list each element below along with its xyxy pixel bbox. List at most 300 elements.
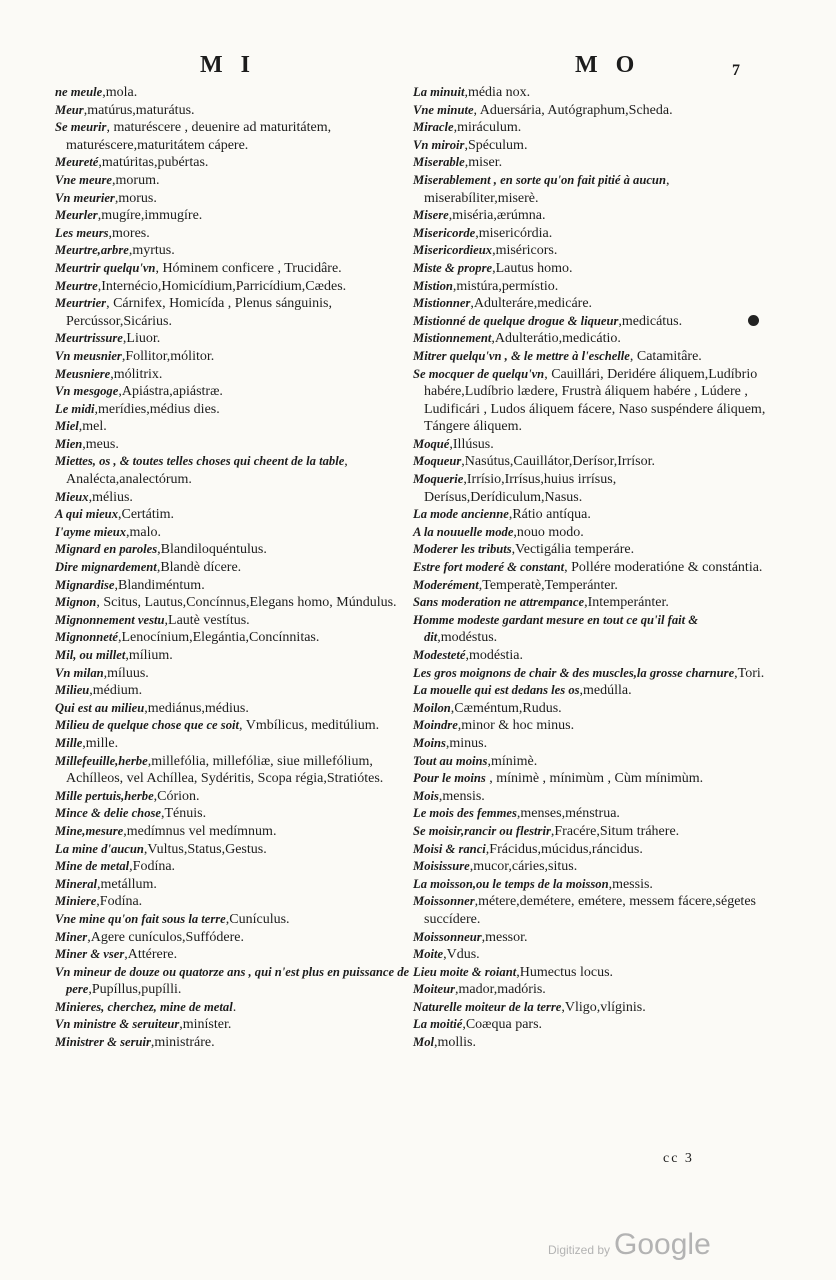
entry-translation: ,matúritas,pubértas.	[98, 155, 209, 171]
entry-translation: ,Blandiloquéntulus.	[157, 542, 267, 558]
entry-headword: Miner & vser	[55, 947, 125, 962]
entry-headword: Qui est au milieu	[55, 700, 145, 715]
page-mark: 7	[732, 62, 740, 79]
dictionary-entry	[55, 278, 410, 296]
dictionary-entry	[413, 1016, 768, 1034]
entry-translation: ,mistúra,permístio.	[452, 278, 559, 294]
dictionary-entry	[55, 594, 410, 612]
dictionary-entry	[413, 366, 768, 436]
entry-headword: Meurtrissure	[55, 331, 123, 346]
left-column	[55, 84, 410, 1052]
entry-headword: Homme modeste gardant mesure en tout ce qu'il fait & dit	[413, 612, 699, 645]
entry-translation: ,morus.	[114, 190, 157, 206]
dictionary-entry	[413, 225, 768, 243]
entry-headword: Miserablement , en sorte qu'on fait pitié à aucun	[413, 172, 666, 187]
entry-translation: ,misericórdia.	[475, 225, 553, 241]
dictionary-entry	[413, 207, 768, 225]
entry-translation: ,Blandiméntum.	[114, 577, 205, 593]
entry-headword: Dire mignardement	[55, 560, 157, 575]
dictionary-entry	[55, 735, 410, 753]
entry-headword: Minieres, cherchez, mine de metal	[55, 999, 233, 1014]
dictionary-entry	[55, 788, 410, 806]
entry-translation: ,modéstus.	[437, 630, 498, 646]
entry-translation: ,minus.	[445, 735, 488, 751]
entry-headword: Moderer les tributs	[413, 542, 512, 557]
entry-headword: Se meurir	[55, 120, 107, 135]
entry-headword: Mineral	[55, 876, 97, 891]
dictionary-entry	[413, 84, 768, 102]
entry-translation: , Cauillári, Deridére áliquem,Ludíbrio habére,Ludíbrio lædere, Frustrà áliquem habére , Lúdere , Ludificári , Ludos áliquem fácere, Naso suspéndere áliquem, Tángere áliquem.	[424, 366, 766, 435]
entry-translation: ,miser.	[464, 155, 503, 171]
entry-headword: Moqueur	[413, 454, 462, 469]
entry-translation: ,Vectigália temperáre.	[511, 542, 635, 558]
entry-headword: La mode ancienne	[413, 507, 509, 522]
entry-headword: Milieu	[55, 683, 90, 698]
entry-headword: Miserable	[413, 155, 465, 170]
dictionary-entry	[55, 348, 410, 366]
entry-translation: ,mólitrix.	[110, 366, 163, 382]
entry-headword: Moderément	[413, 577, 479, 592]
dictionary-entry	[55, 453, 410, 488]
entry-translation: ,Fodína.	[96, 894, 143, 910]
entry-headword: Mistionner	[413, 296, 471, 311]
entry-headword: Naturelle moiteur de la terre	[413, 999, 562, 1014]
entry-headword: Estre fort moderé & constant	[413, 560, 565, 575]
dictionary-entry	[55, 242, 410, 260]
dictionary-entry	[413, 876, 768, 894]
entry-headword: Mistionné de quelque drogue & liqueur	[413, 313, 619, 328]
digitized-watermark	[548, 1228, 711, 1262]
entry-translation: ,Tori.	[734, 665, 765, 681]
entry-translation: ,Cunículus.	[225, 911, 290, 927]
entry-headword: Millefeuille,herbe	[55, 753, 148, 768]
entry-headword: Moissonneur	[413, 929, 482, 944]
entry-headword: Se moisir,rancir ou flestrir	[413, 823, 551, 838]
dictionary-entry	[413, 823, 768, 841]
entry-translation: ,menses,ménstrua.	[516, 806, 620, 822]
entry-headword: Moquerie	[413, 472, 464, 487]
entry-translation: ,Vligo,vlíginis.	[561, 999, 646, 1015]
entry-headword: Les meurs	[55, 225, 109, 240]
entry-translation: ,mucor,cáries,situs.	[469, 859, 578, 875]
dictionary-entry	[55, 295, 410, 330]
dictionary-entry	[413, 559, 768, 577]
entry-headword: Mille	[55, 735, 83, 750]
dictionary-entry	[55, 260, 410, 278]
dictionary-entry	[55, 841, 410, 859]
entry-headword: I'ayme mieux	[55, 524, 127, 539]
dictionary-entry	[55, 946, 410, 964]
entry-translation: ,miséricors.	[492, 243, 558, 259]
entry-translation: ,mollis.	[434, 1035, 477, 1051]
entry-headword: Vn meurier	[55, 190, 115, 205]
watermark-small-text: Digitized by	[548, 1243, 611, 1257]
dictionary-entry	[55, 366, 410, 384]
entry-translation: ,mugíre,immugíre.	[97, 208, 203, 224]
entry-headword: Se mocquer de quelqu'vn	[413, 366, 545, 381]
entry-headword: Vn miroir	[413, 137, 465, 152]
watermark-logo-text: Google	[614, 1228, 711, 1261]
entry-headword: Meurler	[55, 208, 98, 223]
entry-headword: Moqué	[413, 436, 450, 451]
dictionary-entry	[55, 506, 410, 524]
entry-headword: Mois	[413, 788, 439, 803]
entry-translation: ,nouo modo.	[513, 524, 584, 540]
entry-translation: ,ministráre.	[150, 1035, 215, 1051]
entry-headword: Les gros moignons de chair & des muscles,la grosse charnure	[413, 665, 735, 680]
entry-translation: , Vmbílicus, meditúlium.	[239, 718, 380, 734]
entry-headword: Miracle	[413, 120, 454, 135]
running-head-left: M I	[200, 52, 256, 78]
entry-translation: ,Agere cunículos,Suffódere.	[87, 929, 245, 945]
entry-headword: Le mois des femmes	[413, 806, 517, 821]
entry-headword: Miner	[55, 929, 88, 944]
entry-headword: Modesteté	[413, 648, 466, 662]
dictionary-entry	[413, 735, 768, 753]
entry-headword: Miettes, os , & toutes telles choses qui cheent de la table	[55, 454, 345, 469]
entry-translation: ,medicátus.	[618, 313, 683, 329]
dictionary-entry	[413, 770, 768, 788]
entry-translation: , Hóminem conficere , Trucidâre.	[155, 260, 342, 276]
dictionary-entry	[55, 207, 410, 225]
entry-translation: , Scitus, Lautus,Concínnus,Elegans homo, Múndulus.	[96, 595, 397, 611]
dictionary-entry	[55, 577, 410, 595]
dictionary-entry	[55, 753, 410, 788]
dictionary-entry	[413, 893, 768, 928]
entry-translation: ,Ténuis.	[160, 806, 207, 822]
entry-translation: ,Temperatè,Temperánter.	[478, 577, 618, 593]
entry-translation: ,Vultus,Status,Gestus.	[143, 841, 267, 857]
signature-mark: cc 3	[663, 1151, 694, 1166]
entry-headword: Miste & propre	[413, 260, 493, 275]
dictionary-entry	[55, 717, 410, 735]
dictionary-entry	[55, 190, 410, 208]
entry-translation: ,Pupíllus,pupílli.	[88, 982, 182, 998]
entry-translation: ,Nasútus,Cauillátor,Derísor,Irrísor.	[461, 454, 655, 470]
entry-headword: Mille pertuis,herbe	[55, 788, 154, 803]
entry-translation: ,Fodína.	[129, 859, 176, 875]
dictionary-entry	[55, 823, 410, 841]
dictionary-entry	[413, 981, 768, 999]
dictionary-entry	[55, 172, 410, 190]
dictionary-entry	[55, 154, 410, 172]
entry-headword: Vne minute	[413, 102, 474, 117]
entry-headword: Mignonneté	[55, 630, 118, 645]
entry-headword: Le midi	[55, 401, 95, 416]
dictionary-entry	[55, 541, 410, 559]
dictionary-entry	[413, 788, 768, 806]
entry-headword: La mouelle qui est dedans les os	[413, 683, 580, 698]
dictionary-entry	[55, 911, 410, 929]
entry-headword: Vn milan	[55, 665, 104, 680]
entry-translation: ,metállum.	[97, 876, 157, 892]
dictionary-entry	[413, 278, 768, 296]
entry-headword: Pour le moins	[413, 771, 486, 786]
entry-headword: A qui mieux	[55, 507, 118, 522]
entry-translation: ,mel.	[78, 419, 107, 435]
entry-headword: Mignonnement vestu	[55, 612, 165, 627]
entry-translation: ,miséria,ærúmna.	[448, 208, 546, 224]
dictionary-entry	[413, 612, 768, 647]
entry-headword: Miniere	[55, 894, 97, 909]
dictionary-entry	[55, 682, 410, 700]
dictionary-entry	[55, 805, 410, 823]
entry-translation: ,modéstia.	[465, 648, 524, 663]
dictionary-entry	[55, 330, 410, 348]
entry-headword: La moisson,ou le temps de la moisson	[413, 876, 609, 891]
entry-translation: ,myrtus.	[128, 243, 175, 259]
entry-translation: ,Rátio antíqua.	[508, 507, 591, 523]
entry-headword: Mol	[413, 1035, 434, 1050]
dictionary-entry	[413, 471, 768, 506]
entry-headword: Vne meure	[55, 172, 113, 187]
entry-headword: La minuit	[413, 85, 465, 99]
entry-translation: ,Illúsus.	[449, 436, 494, 452]
entry-translation: ,mores.	[108, 225, 150, 241]
dictionary-entry	[413, 102, 768, 120]
entry-translation: ,medímnus vel medímnum.	[123, 823, 277, 839]
entry-translation: , Pollére moderatióne & constántia.	[564, 560, 763, 576]
dictionary-entry	[413, 348, 768, 366]
dictionary-entry	[413, 1034, 768, 1052]
entry-headword: Moisissure	[413, 859, 470, 874]
entry-headword: Mitrer quelqu'vn , & le mettre à l'eschelle	[413, 348, 630, 363]
dictionary-entry	[55, 647, 410, 665]
entry-translation: ,Intemperánter.	[584, 595, 669, 611]
entry-headword: Mignardise	[55, 577, 115, 592]
right-column	[413, 84, 768, 1052]
entry-translation: ,meus.	[82, 436, 119, 452]
dictionary-entry	[413, 964, 768, 982]
entry-headword: Meurtre	[55, 278, 98, 293]
dictionary-entry	[55, 84, 410, 102]
entry-headword: Mien	[55, 436, 83, 451]
entry-translation: ,miníster.	[179, 1017, 232, 1033]
entry-headword: Moisi & ranci	[413, 841, 486, 856]
entry-translation: ,Cæméntum,Rudus.	[450, 700, 562, 716]
entry-headword: Mieux	[55, 489, 89, 504]
entry-headword: Mine de metal	[55, 859, 130, 874]
entry-translation: , Analécta,analectórum.	[66, 454, 348, 488]
entry-translation: ,mélius.	[88, 489, 133, 505]
entry-translation: ,média nox.	[464, 85, 531, 100]
dictionary-entry	[55, 489, 410, 507]
dictionary-entry	[55, 700, 410, 718]
dictionary-entry	[55, 383, 410, 401]
entry-translation: , Cárnifex, Homicída , Plenus sánguinis, Percússor,Sicárius.	[66, 296, 333, 329]
dictionary-entry	[55, 436, 410, 454]
entry-headword: Meurtre,arbre	[55, 243, 129, 258]
dictionary-entry	[413, 137, 768, 155]
dictionary-entry	[413, 242, 768, 260]
entry-headword: Meurtrir quelqu'vn	[55, 260, 156, 275]
dictionary-entry	[413, 119, 768, 137]
entry-translation: ,Spéculum.	[464, 137, 528, 153]
entry-headword: Ministrer & seruir	[55, 1035, 151, 1050]
entry-headword: ne meule	[55, 85, 103, 99]
running-head-right: M O	[575, 52, 641, 78]
entry-translation: ,millefólia, millefóliæ, siue millefólium, Achílleos, vel Achíllea, Sydéritis, Scopa régia,Stratiótes.	[66, 753, 384, 787]
entry-headword: Mince & delie chose	[55, 806, 161, 821]
dictionary-entry	[413, 858, 768, 876]
entry-translation: ,Blandè dícere.	[156, 560, 242, 576]
entry-translation: , miserabíliter,miserè.	[424, 172, 670, 206]
entry-translation: ,Frácidus,múcidus,ráncidus.	[485, 841, 643, 857]
dictionary-entry	[413, 647, 768, 665]
entry-translation: ,Córion.	[153, 788, 200, 804]
ink-blot	[748, 315, 759, 326]
dictionary-entry	[55, 665, 410, 683]
entry-translation: , maturéscere , deuenire ad maturitátem, maturéscere,maturitátem cápere.	[66, 120, 332, 153]
dictionary-entry	[55, 1034, 410, 1052]
dictionary-entry	[413, 946, 768, 964]
dictionary-entry	[413, 506, 768, 524]
entry-headword: Vn ministre & seruiteur	[55, 1017, 180, 1032]
dictionary-entry	[55, 401, 410, 419]
dictionary-entry	[55, 1016, 410, 1034]
dictionary-entry	[55, 629, 410, 647]
entry-headword: A la nouuelle mode	[413, 524, 514, 539]
entry-headword: Mine,mesure	[55, 823, 124, 838]
dictionary-entry	[413, 577, 768, 595]
entry-translation: ,mensis.	[438, 788, 485, 804]
entry-translation: .	[232, 999, 237, 1015]
entry-translation: ,mínimè.	[487, 753, 538, 769]
entry-translation: ,Lautè vestítus.	[164, 612, 250, 628]
dictionary-entry	[55, 999, 410, 1017]
dictionary-entry	[413, 700, 768, 718]
entry-headword: Mignard en paroles	[55, 542, 158, 557]
entry-translation: ,míluus.	[103, 665, 149, 681]
entry-headword: Meureté	[55, 155, 99, 170]
entry-headword: Meurtrier	[55, 296, 107, 311]
entry-headword: La mine d'aucun	[55, 841, 144, 856]
dictionary-entry	[55, 418, 410, 436]
dictionary-entry	[413, 313, 768, 331]
entry-translation: ,minor & hoc minus.	[457, 718, 575, 734]
entry-headword: Vne mine qu'on fait sous la terre	[55, 911, 226, 926]
entry-translation: ,mola.	[102, 85, 138, 100]
entry-headword: Misere	[413, 208, 449, 223]
entry-headword: Lieu moite & roiant	[413, 964, 517, 979]
dictionary-entry	[55, 858, 410, 876]
entry-translation: ,médium.	[89, 683, 143, 699]
entry-headword: Mignon	[55, 595, 97, 610]
entry-translation: ,Lautus homo.	[492, 260, 573, 276]
entry-translation: ,messis.	[608, 876, 653, 892]
entry-translation: , Aduersária, Autógraphum,Scheda.	[473, 102, 673, 118]
dictionary-entry	[413, 805, 768, 823]
dictionary-entry	[55, 559, 410, 577]
dictionary-entry	[413, 260, 768, 278]
dictionary-entry	[413, 295, 768, 313]
entry-translation: , Catamitâre.	[629, 348, 702, 364]
dictionary-entry	[413, 665, 768, 683]
entry-headword: Tout au moins	[413, 753, 488, 768]
entry-translation: ,medúlla.	[579, 683, 632, 699]
dictionary-entry	[413, 524, 768, 542]
entry-translation: ,Coæqua pars.	[462, 1017, 543, 1033]
entry-headword: Moins	[413, 735, 446, 750]
entry-headword: Vn meusnier	[55, 348, 122, 363]
entry-headword: Sans moderation ne attrempance	[413, 595, 585, 610]
entry-translation: ,Lenocínium,Elegántia,Concínnitas.	[117, 630, 320, 646]
dictionary-entry	[413, 330, 768, 348]
dictionary-entry	[55, 876, 410, 894]
entry-translation: ,Liuor.	[122, 331, 161, 347]
dictionary-entry	[55, 119, 410, 154]
entry-headword: Vn mesgoge	[55, 384, 119, 399]
entry-headword: Moilon	[413, 700, 451, 715]
entry-translation: ,Irrísio,Irrísus,huius irrísus, Derísus,Derídiculum,Nasus.	[424, 472, 617, 505]
dictionary-entry	[413, 929, 768, 947]
entry-headword: Mistionnement	[413, 331, 492, 346]
dictionary-entry	[55, 102, 410, 120]
dictionary-entry	[413, 436, 768, 454]
dictionary-entry	[413, 841, 768, 859]
dictionary-entry	[413, 999, 768, 1017]
entry-translation: ,mille.	[82, 735, 119, 751]
entry-headword: La moitié	[413, 1017, 463, 1032]
entry-headword: Misericorde	[413, 225, 476, 240]
entry-headword: Mil, ou millet	[55, 648, 126, 662]
entry-translation: ,mediánus,médius.	[144, 700, 249, 716]
entry-translation: ,miráculum.	[453, 120, 522, 136]
entry-headword: Miel	[55, 419, 79, 434]
dictionary-entry	[413, 541, 768, 559]
entry-headword: Meur	[55, 102, 84, 117]
entry-headword: Moite	[413, 947, 444, 962]
entry-headword: Moindre	[413, 718, 458, 733]
dictionary-entry	[55, 612, 410, 630]
dictionary-entry	[55, 964, 410, 999]
entry-translation: ,Apiástra,apiástræ.	[118, 384, 223, 400]
entry-translation: ,mador,madóris.	[455, 982, 546, 998]
entry-translation: , mínimè , mínimùm , Cùm mínimùm.	[485, 771, 704, 787]
entry-headword: Milieu de quelque chose que ce soit	[55, 718, 239, 733]
dictionary-entry	[413, 753, 768, 771]
dictionary-entry	[55, 524, 410, 542]
dictionary-entry	[413, 154, 768, 172]
dictionary-entry	[413, 453, 768, 471]
entry-headword: Moiteur	[413, 982, 455, 997]
entry-headword: Vn mineur de douze ou quatorze ans , qui n'est plus en puissance de pere	[55, 964, 410, 997]
entry-translation: ,Vdus.	[443, 947, 480, 963]
entry-translation: ,Adulteráre,medicáre.	[470, 296, 593, 312]
entry-translation: ,Internécio,Homicídium,Parricídium,Cædes.	[97, 278, 347, 294]
entry-headword: Meusniere	[55, 366, 111, 381]
entry-translation: ,mílium.	[125, 648, 173, 663]
entry-translation: ,Certátim.	[118, 507, 174, 523]
dictionary-entry	[413, 717, 768, 735]
entry-translation: ,merídies,médius dies.	[94, 401, 220, 417]
dictionary-entry	[413, 682, 768, 700]
entry-translation: ,Fracére,Situm tráhere.	[550, 823, 680, 839]
entry-translation: ,Humectus locus.	[516, 964, 614, 980]
entry-headword: Misericordieux	[413, 243, 493, 258]
entry-translation: ,Attérere.	[124, 947, 178, 963]
entry-translation: ,Adulterátio,medicátio.	[491, 331, 621, 347]
entry-translation: ,messor.	[481, 929, 528, 945]
entry-translation: ,malo.	[126, 524, 162, 540]
dictionary-entry	[55, 225, 410, 243]
entry-translation: ,morum.	[112, 172, 160, 188]
entry-headword: Moissonner	[413, 894, 475, 909]
entry-translation: ,matúrus,maturátus.	[83, 102, 195, 118]
entry-translation: ,Follitor,mólitor.	[121, 348, 215, 364]
dictionary-entry	[55, 929, 410, 947]
dictionary-entry	[55, 893, 410, 911]
